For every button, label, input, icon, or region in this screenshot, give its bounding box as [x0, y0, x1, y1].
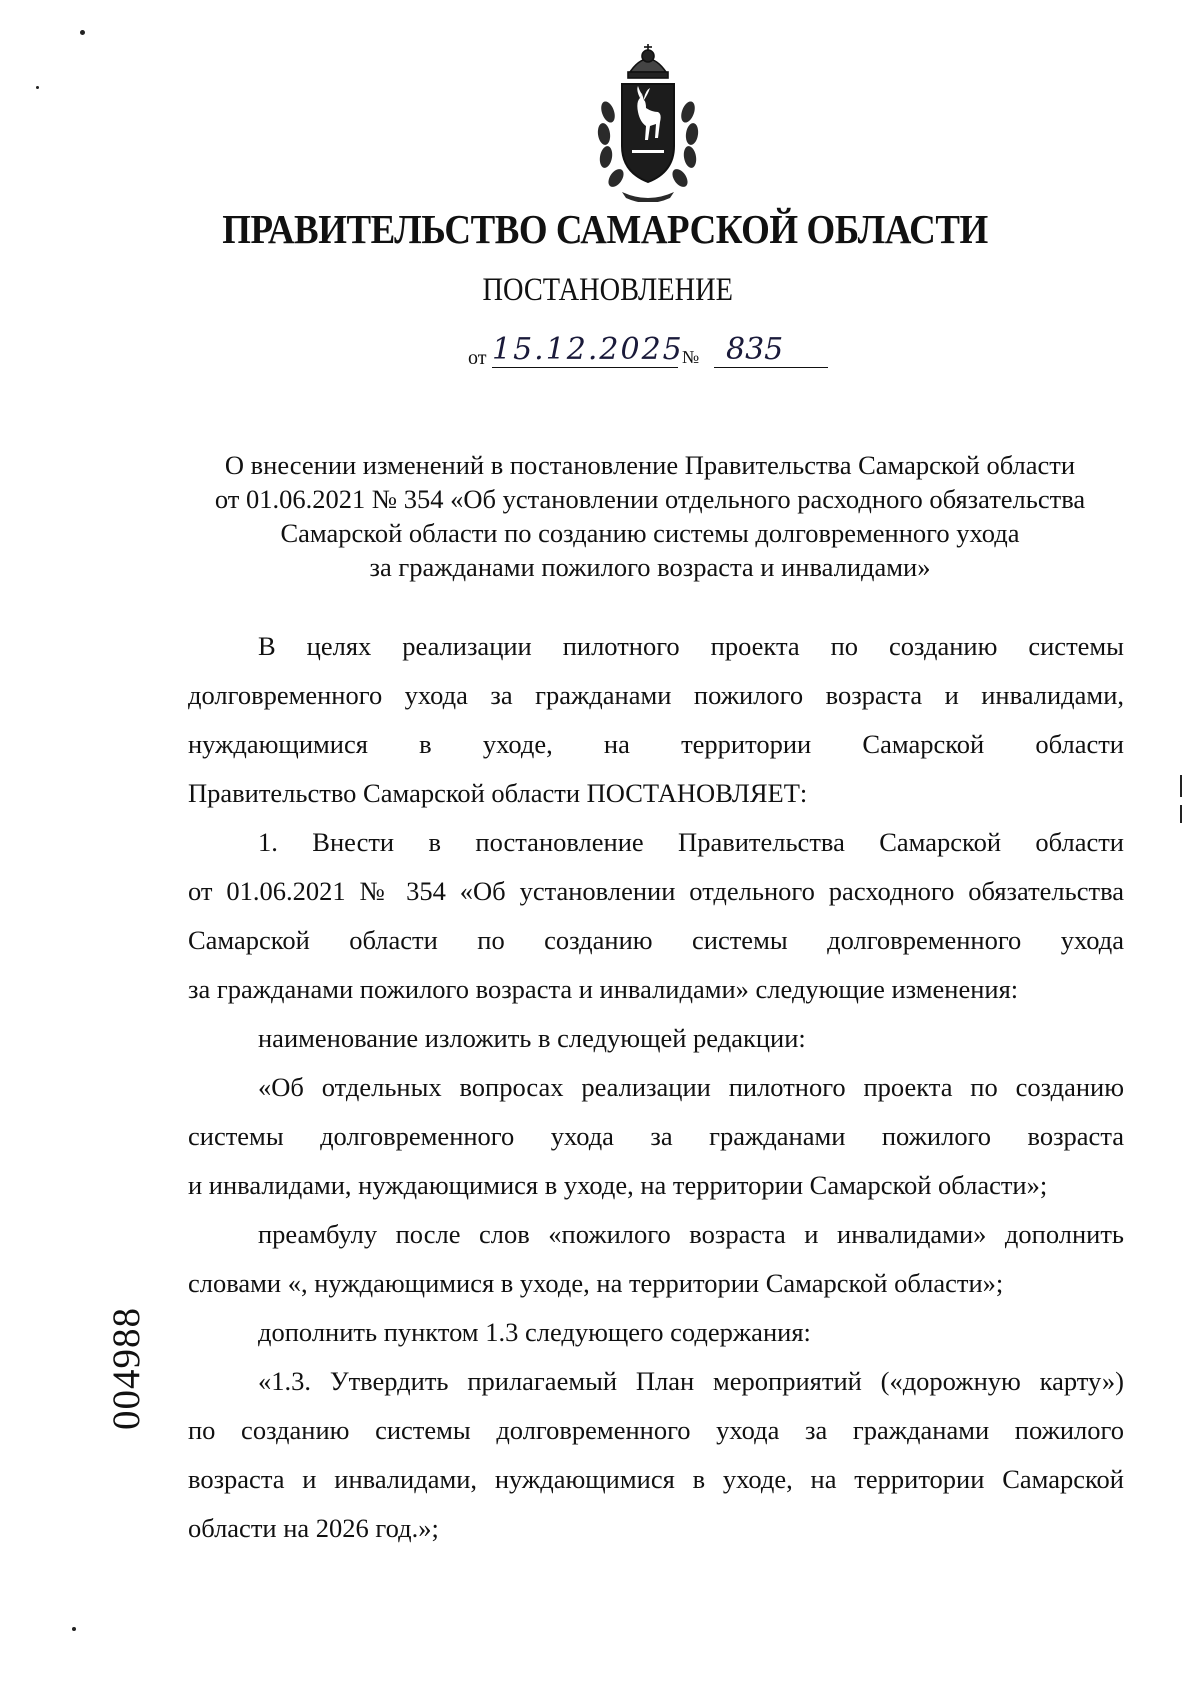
- body-line: «Об отдельных вопросах реализации пилотного проекта по созданию: [258, 1072, 1124, 1102]
- body-line: за гражданами пожилого возраста и инвалидами» следующие изменения:: [188, 974, 1019, 1004]
- subject-line: О внесении изменений в постановление Правительства Самарской области: [224, 450, 1076, 480]
- subject-line: от 01.06.2021 № 354 «Об установлении отдельного расходного обязательства: [214, 484, 1086, 514]
- body-line: нуждающимися в уходе, на территории Самарской области: [188, 729, 1124, 759]
- scan-speck: [1180, 805, 1182, 823]
- number-prefix: №: [682, 347, 700, 367]
- body-line: Самарской области по созданию системы долговременного ухода: [188, 925, 1124, 955]
- document-body: [188, 622, 1124, 1553]
- body-line: дополнить пунктом 1.3 следующего содержания:: [258, 1317, 811, 1347]
- body-line: по созданию системы долговременного ухода за гражданами пожилого: [188, 1415, 1124, 1445]
- registration-number: 004988: [105, 1307, 148, 1430]
- body-line: возраста и инвалидами, нуждающимися в уходе, на территории Самарской: [188, 1464, 1124, 1494]
- handwritten-date: 15.12.2025: [492, 332, 684, 367]
- body-line: от 01.06.2021 № 354 «Об установлении отдельного расходного обязательства: [188, 876, 1124, 906]
- government-title: ПРАВИТЕЛЬСТВО САМАРСКОЙ ОБЛАСТИ: [222, 206, 988, 252]
- body-line: области на 2026 год.»;: [188, 1513, 439, 1543]
- body-line: и инвалидами, нуждающимися в уходе, на территории Самарской области»;: [188, 1170, 1048, 1200]
- scan-speck: [72, 1627, 76, 1631]
- scan-speck: [80, 30, 85, 35]
- body-line: «1.3. Утвердить прилагаемый План мероприятий («дорожную карту»): [258, 1366, 1124, 1396]
- samara-coat-of-arms-icon: [592, 42, 704, 202]
- body-line: преамбулу после слов «пожилого возраста и инвалидами» дополнить: [258, 1219, 1124, 1249]
- body-line: Правительство Самарской области ПОСТАНОВЛЯЕТ:: [188, 778, 808, 808]
- date-number-line: [468, 333, 868, 373]
- body-line: словами «, нуждающимися в уходе, на территории Самарской области»;: [188, 1268, 1004, 1298]
- scan-speck: [36, 86, 39, 89]
- document-type: ПОСТАНОВЛЕНИЕ: [482, 272, 733, 308]
- subject-heading: [150, 448, 1150, 584]
- scan-speck: [1180, 775, 1182, 797]
- subject-line: Самарской области по созданию системы долговременного ухода: [280, 518, 1020, 548]
- body-line: наименование изложить в следующей редакции:: [258, 1023, 806, 1053]
- handwritten-number: 835: [714, 333, 828, 368]
- body-line: 1. Внести в постановление Правительства Самарской области: [258, 827, 1124, 857]
- body-line: В целях реализации пилотного проекта по созданию системы: [258, 631, 1124, 661]
- body-line: системы долговременного ухода за гражданами пожилого возраста: [188, 1121, 1124, 1151]
- body-line: долговременного ухода за гражданами пожилого возраста и инвалидами,: [188, 680, 1124, 710]
- date-prefix: от: [468, 347, 487, 369]
- subject-line: за гражданами пожилого возраста и инвалидами»: [369, 552, 931, 582]
